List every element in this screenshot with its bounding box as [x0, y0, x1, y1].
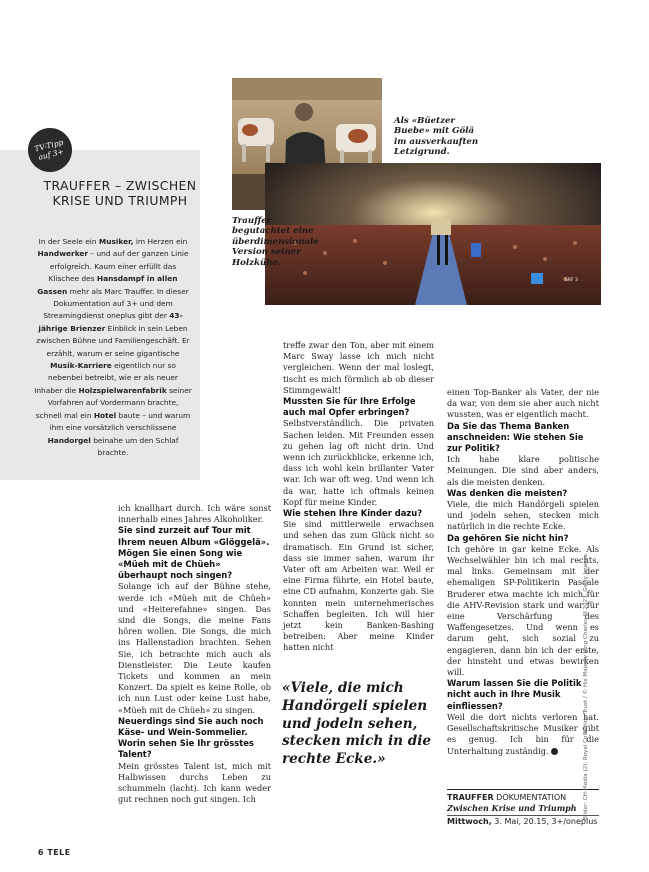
caption-concert: Als «Büetzer Buebe» mit Gölä im ausverkauften Letzigrund. — [394, 116, 479, 158]
sidebar-text: Einblick in sein Leben zwischen Bühne und Familiengeschäft. Er erzählt, warum er seine gigantische — [36, 323, 190, 358]
sidebar-text: In der Seele ein — [38, 237, 99, 246]
pull-quote: «Viele, die mich Handörgeli spielen und jodeln sehen, stecken mich in die rechte Ecke.» — [282, 680, 432, 768]
program-genre: DOKUMENTATION — [496, 793, 567, 802]
sidebar-text: seiner Vorfahren auf Vordermann brachte, schnell mal ein — [35, 385, 192, 420]
sidebar-highlight: Handwerker — [37, 249, 89, 259]
sidebar-highlight: Hansdampf in allen Gassen — [37, 274, 178, 296]
paragraph: Ich gehöre in gar keine Ecke. Als Wechselwähler bin ich mal rechts, mal links. Gemeinsam mit der ehemaligen SP-Politikerin Pascale Bruderer etwa machte ich mich für die AHV-Revision stark und war für eine Verschärfung des Waffengesetzes. Und wenn es darum geht, sich sozial zu engagieren, dann bin ich der erste, der hinsteht und etwas bewirken will. — [447, 543, 599, 678]
interview-question: Was denken die meisten? — [447, 487, 568, 498]
article-column-2 — [283, 340, 434, 654]
program-info — [447, 789, 599, 827]
sidebar-text: eigentlich nur so nebenbei betreibt, wie er als neuer Inhaber die — [34, 361, 178, 395]
caption-workshop: Trauffer begutachtet eine überdimensionale Version seiner Holzkühe. — [232, 216, 319, 268]
end-mark-icon — [551, 748, 558, 755]
sidebar-text: im Herzen ein — [133, 237, 188, 246]
program-day: Mittwoch, — [447, 817, 492, 826]
interview-question: Da Sie das Thema Banken anschneiden: Wie stehen Sie zur Politik? — [447, 420, 584, 454]
badge-text: TV-Tipp auf 3+ — [33, 137, 65, 162]
sidebar-text: mehr als Marc Trauffer. In dieser Dokumentation auf 3+ und dem Streamingdienst oneplus gibt der — [43, 286, 189, 321]
sidebar-text: – und auf der ganzen Linie erfolgreich. Kaum einer erfüllt das Klischee des — [48, 249, 189, 284]
sidebar-highlight: Hotel — [93, 410, 117, 420]
tv-logo-badge: SRF 3 — [565, 278, 578, 283]
paragraph: Mein grösstes Talent ist, mich mit Halbwissen durchs Leben zu schummeln (lacht). Ich kann weder gut rechnen noch gut singen. Ich — [118, 760, 271, 805]
interview-question: Mussten Sie für Ihre Erfolge auch mal Opfer erbringen? — [283, 396, 416, 418]
interview-question: Sie sind zurzeit auf Tour mit Ihrem neuen Album «Glöggelä». Mögen Sie einen Song wie «Müeh mit de Chüeh» überhaupt noch singen? — [118, 525, 270, 581]
paragraph: treffe zwar den Ton, aber mit einem Marc Sway lasse ich mich nicht vergleichen. Wenn der mal loslegt, tischt es mich förmlich ab ob dieser Stimmgewalt! — [283, 340, 434, 395]
interview-question: Da gehören Sie nicht hin? — [447, 532, 569, 543]
program-subtitle: Zwischen Krise und Triumph — [447, 803, 577, 813]
paragraph: ich knallhart durch. Ich wäre sonst innerhalb eines Jahres Alkoholiker. — [118, 503, 271, 525]
interview-question: Warum lassen Sie die Politik nicht auch in Ihre Musik einfliessen? — [447, 678, 582, 711]
photo-credits: Bilder: CH-Media (2), Royal Collection Trust / © His Majesty King Charles III 2023, Getty Images — [583, 554, 589, 820]
paragraph: Viele, die mich Handörgeli spielen und jodeln sehen, stecken mich natürlich in die rechte Ecke. — [447, 499, 599, 532]
sidebar-highlight: Musik-Karriere — [50, 361, 112, 371]
program-details: 3. Mai, 20.15, 3+/oneplus — [494, 817, 598, 826]
article-column-1 — [118, 503, 271, 805]
interview-question: Wie stehen Ihre Kinder dazu? — [283, 508, 423, 519]
sidebar-title: TRAUFFER – ZWISCHEN KRISE UND TRIUMPH — [43, 178, 197, 208]
interview-question: Neuerdings sind Sie auch noch Käse- und Wein-Sommelier. Worin sehen Sie Ihr grösstes Talent? — [118, 715, 264, 760]
sidebar-highlight: 43-jährige Brienzer — [38, 311, 183, 333]
program-name: TRAUFFER — [447, 793, 494, 802]
page-footer: 6 TELE — [38, 848, 71, 857]
paragraph: einen Top-Banker als Vater, der nie da war, von dem sie aber auch nicht wussten, was er eigentlich macht. — [447, 387, 599, 420]
sidebar-highlight: Handorgel — [47, 435, 91, 445]
sidebar-highlight: Holzspielwarenfabrik — [78, 385, 167, 395]
paragraph: Sie sind mittlerweile erwachsen und sehen das zum Glück nicht so dramatisch. Ein Grund ist sicher, dass sie immer sahen, warum ihr Vater oft am Arbeiten war. Weil er eine Firma führte, ein Hotel baute, eine CD aufnahm, Konzerte gab. Sie konnten mein unternehmerisches Schaffen begleiten. Ich will hier jetzt kein Banken-Bashing betreiben: Aber meine Kinder hatten nicht — [283, 519, 434, 653]
sidebar-text: beinahe um den Schlaf brachte. — [90, 435, 179, 457]
sidebar-highlight: Musiker, — [98, 237, 134, 246]
paragraph: Selbstverständlich. Die privaten Sachen leiden. Mit Freunden essen zu gehen lag oft nicht drin. Und wenn ich zurückblicke, erkenne ich, dass ich wohl kein brillanter Vater war. Ich war oft weg. Und wenn ich da war, hatte ich oftmals keinen Kopf für meine Kinder. — [283, 418, 434, 507]
sidebar-text: baute – und warum ihm eine vorsätzlich verschlissene — [49, 410, 191, 433]
article-column-3 — [447, 387, 599, 757]
sidebar-body — [34, 236, 192, 459]
paragraph: Weil die dort nichts verloren hat. Gesellschaftskritische Musiker gibt es genug. Ich bin für die Unterhaltung zuständig. — [447, 711, 599, 756]
paragraph: Solange ich auf der Bühne stehe, werde ich «Müeh mit de Chüeh» und «Heiterefahne» singen. Das sind die Songs, die meine Fans hören wollen. Die Songs, die mich ins Hallenstadion brachten. Sehen Sie, ich betrachte mich auch als Dienstleister. Die Leute kaufen Tickets und kommen an mein Konzert. Da spielt es keine Rolle, ob ich nun Lust oder keine Lust habe, «Müeh mit de Chüeh» zu singen. — [118, 581, 271, 715]
paragraph: Ich habe klare politische Meinungen. Die sind aber anders, als die meisten denken. — [447, 454, 599, 487]
